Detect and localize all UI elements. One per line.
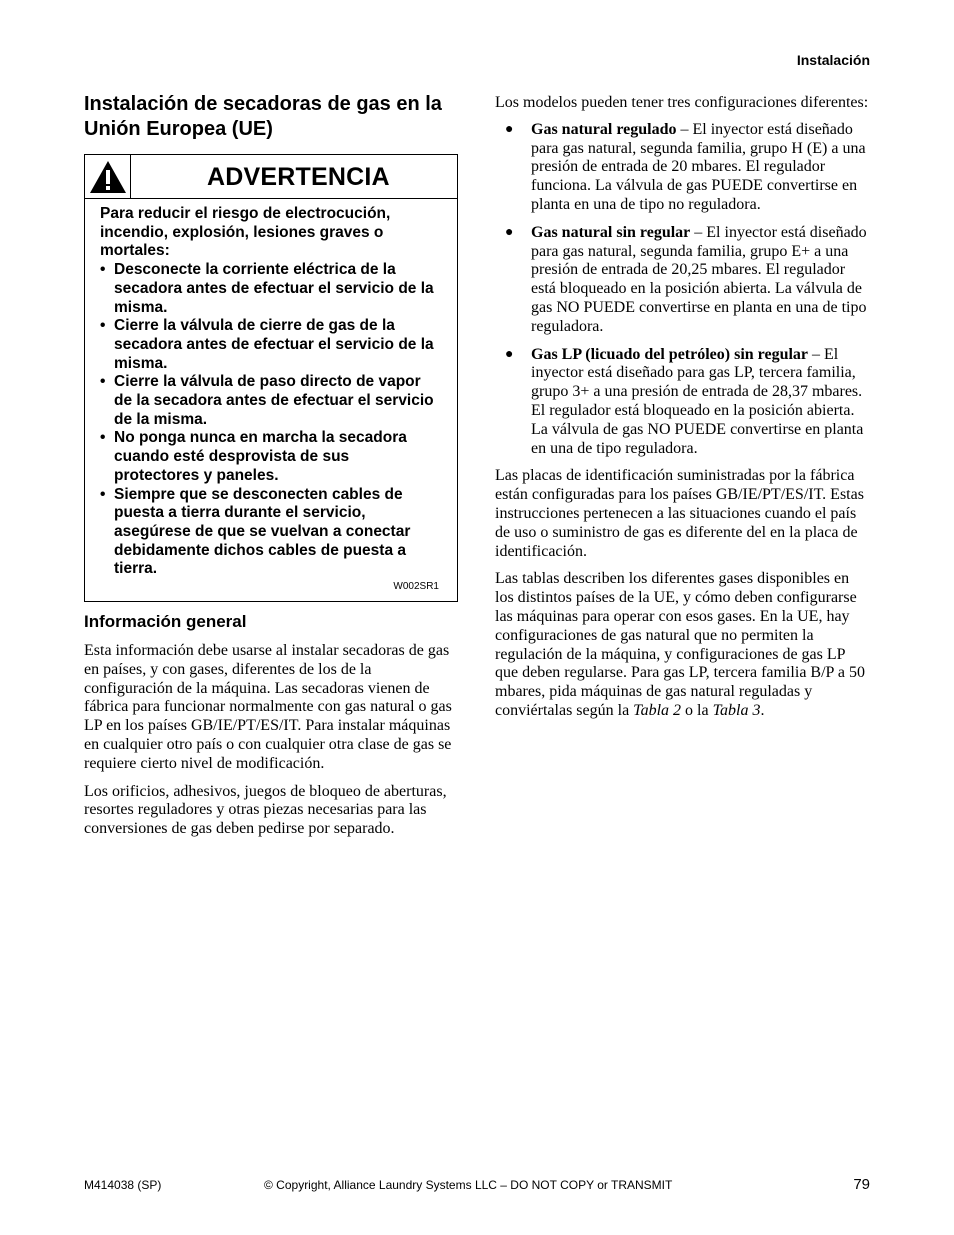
paragraph: Los orificios, adhesivos, juegos de bloqueo de aberturas, resortes reguladores y otras piezas necesarias para las conversiones de gas deben pedirse por separado. [84, 782, 447, 838]
left-column [84, 92, 458, 839]
page-number: 79 [853, 1176, 870, 1193]
paragraph: Las tablas describen los diferentes gases disponibles en los distintos países de la UE, y cómo deben configurarse las máquinas para operar con esos gases. En la UE, hay configuraciones de gas natural que no permiten la regulación de la máquina, y configuraciones de gas LP que deben regularse. Para gas LP, tercera familia B/P a 50 mbares, pida máquinas de gas natural reguladas y conviértalas según la Tabla 2 o la Tabla 3. [495, 570, 865, 719]
warning-icon-cell [85, 155, 131, 198]
warning-list [100, 261, 437, 579]
subsection-title: Información general [84, 612, 247, 632]
table-2-ref[interactable]: Tabla 2 [633, 701, 682, 719]
warning-title: ADVERTENCIA [207, 163, 390, 191]
section-title: Instalación de secadoras de gas en la Unión Europea (UE) [84, 93, 442, 140]
warning-code: W002SR1 [393, 581, 439, 593]
table-3-ref[interactable]: Tabla 3 [712, 701, 761, 719]
warning-item: • Siempre que se desconecten cables de puesta a tierra durante el servicio, asegúrese de que se vuelvan a conectar debidamente dichos cables de puesta a tierra. [100, 485, 411, 578]
right-column [495, 94, 870, 721]
warning-item: • Cierre la válvula de paso directo de vapor de la secadora antes de efectuar el servicio de la misma. [100, 373, 434, 428]
paragraph: Las placas de identificación suministradas por la fábrica están configuradas para los países GB/IE/PT/ES/IT. Estas instrucciones pertenecen a las situaciones cuando el país de uso o suministro de gas es diferente del en la placa de identificación. [495, 467, 864, 560]
list-item: ● Gas natural regulado – El inyector está diseñado para gas natural, segunda familia, grupo H (E) a una presión de entrada de 20 mbares. El regulador funciona. La válvula de gas PUEDE convertirse en planta en una de tipo no reguladora. [505, 120, 866, 213]
paragraph: Los modelos pueden tener tres configuraciones diferentes: [495, 94, 869, 111]
warning-body [85, 199, 457, 601]
warning-item: • No ponga nunca en marcha la secadora cuando esté desprovista de sus protectores y paneles. [100, 429, 407, 484]
warning-box [84, 154, 458, 602]
warning-intro: Para reducir el riesgo de electrocución, incendio, explosión, lesiones graves o mortales: [100, 205, 391, 260]
list-item: ● Gas LP (licuado del petróleo) sin regular – El inyector está diseñado para gas LP, tercera familia, grupo 3+ a una presión de entrada de 28,37 mbares. El regulador está bloqueado en la posición abierta. La válvula de gas NO PUEDE convertirse en planta en una de tipo reguladora. [505, 345, 864, 457]
warning-item: • Desconecte la corriente eléctrica de la secadora antes de efectuar el servicio de la misma. [100, 261, 434, 316]
warning-triangle-icon [89, 160, 127, 194]
list-item: ● Gas natural sin regular – El inyector está diseñado para gas natural, segunda familia, grupo E+ a una presión de entrada de 20,25 mbares. El regulador está bloqueado en la posición abierta. La válvula de gas NO PUEDE convertirse en planta en una de tipo reguladora. [505, 223, 867, 335]
section-header: Instalación [796, 52, 870, 68]
config-list [495, 121, 870, 459]
copyright-notice: © Copyright, Alliance Laundry Systems LLC – DO NOT COPY or TRANSMIT [264, 1178, 673, 1192]
paragraph: Esta información debe usarse al instalar secadoras de gas en países, y con gases, diferentes de los de la configuración de la máquina. Las secadoras vienen de fábrica para funcionar normalmente con gas natural o gas LP en los países GB/IE/PT/ES/IT. Para instalar máquinas en cualquier otro país o con cualquier otra clase de gas se requiere cierto nivel de modificación. [84, 642, 452, 772]
warning-header [85, 155, 457, 199]
document-id: M414038 (SP) [84, 1178, 162, 1192]
warning-item: • Cierre la válvula de cierre de gas de la secadora antes de efectuar el servicio de la misma. [100, 317, 434, 372]
